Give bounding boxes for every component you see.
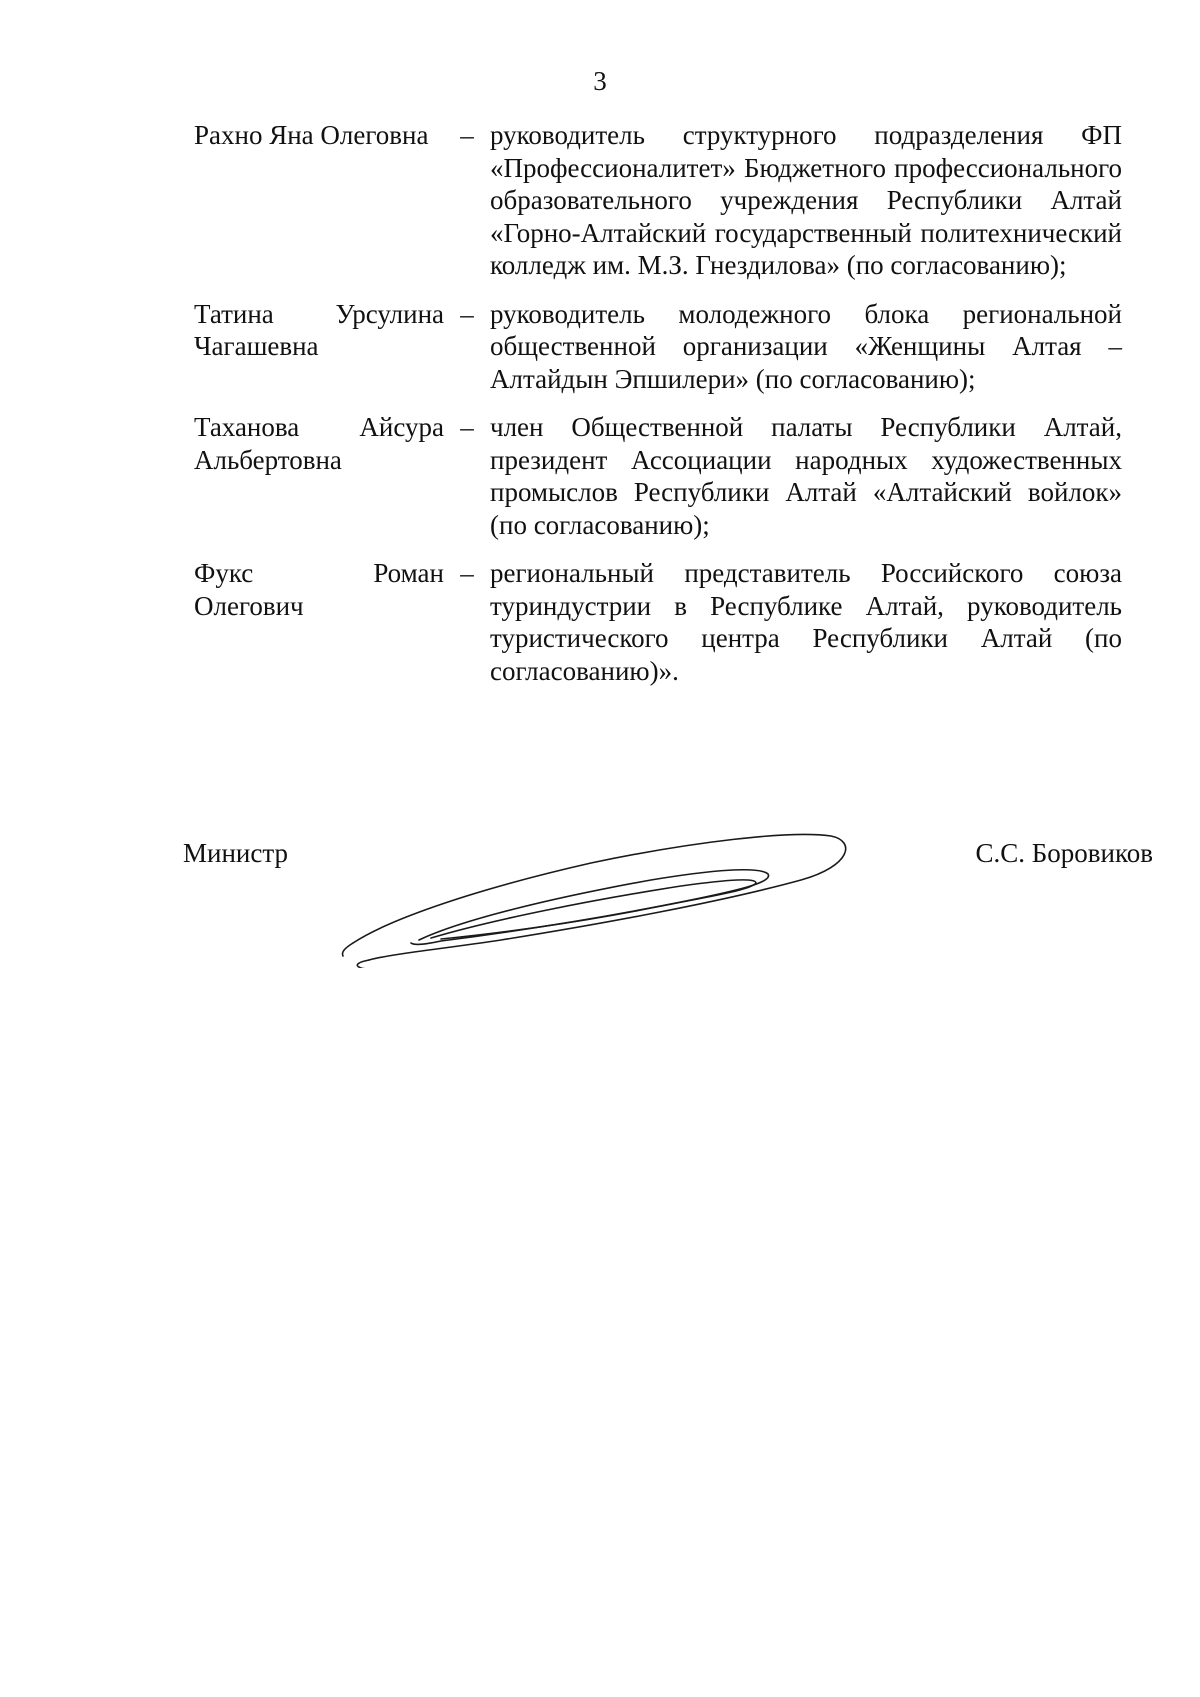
member-entry (194, 298, 1128, 396)
member-role: руководитель структурного подразделения ФП «Профессионалитет» Бюджетного профессионального образовательного учреждения Республики Алтай «Горно-Алтайский государственный политехнический колледж им. М.З. Гнездилова» (по согласованию); (490, 120, 1122, 280)
member-role: региональный представитель Российского союза туриндустрии в Республике Алтай, руководитель туристического центра Республики Алтай (по согласованию)». (490, 558, 1122, 686)
member-dash: – (460, 298, 474, 329)
member-name: Таханова Айсура Альбертовна (194, 412, 444, 475)
signature-lead (342, 943, 353, 956)
member-name: Фукс Роман Олегович (194, 558, 444, 621)
member-dash: – (460, 120, 474, 150)
members-list (194, 119, 1128, 703)
member-role: руководитель молодежного блока региональной общественной организации «Женщины Алтая – Алтайдын Эпшилери» (по согласованию); (490, 298, 1122, 394)
signature-block (183, 836, 1153, 976)
member-dash: – (460, 412, 474, 442)
member-dash: – (460, 558, 474, 588)
signature-strokes (342, 834, 845, 968)
signature-tail (357, 960, 379, 968)
member-name: Рахно Яна Олеговна (194, 120, 429, 150)
signature-outer-loop (353, 834, 846, 960)
member-entry (194, 557, 1128, 687)
signer-name: С.С. Боровиков (975, 838, 1153, 868)
member-name: Татина Урсулина Чагашевна (194, 298, 444, 361)
signer-position: Министр (183, 838, 288, 868)
signature-inner-loop-2 (431, 880, 756, 939)
handwritten-signature (331, 828, 881, 968)
member-role: член Общественной палаты Республики Алтай, президент Ассоциации народных художественных промыслов Республики Алтай «Алтайский войлок» (по согласованию); (490, 412, 1122, 540)
signature-inner-loop (411, 870, 769, 945)
member-entry (194, 411, 1128, 541)
member-entry (194, 119, 1128, 282)
page-number: 3 (593, 66, 607, 96)
